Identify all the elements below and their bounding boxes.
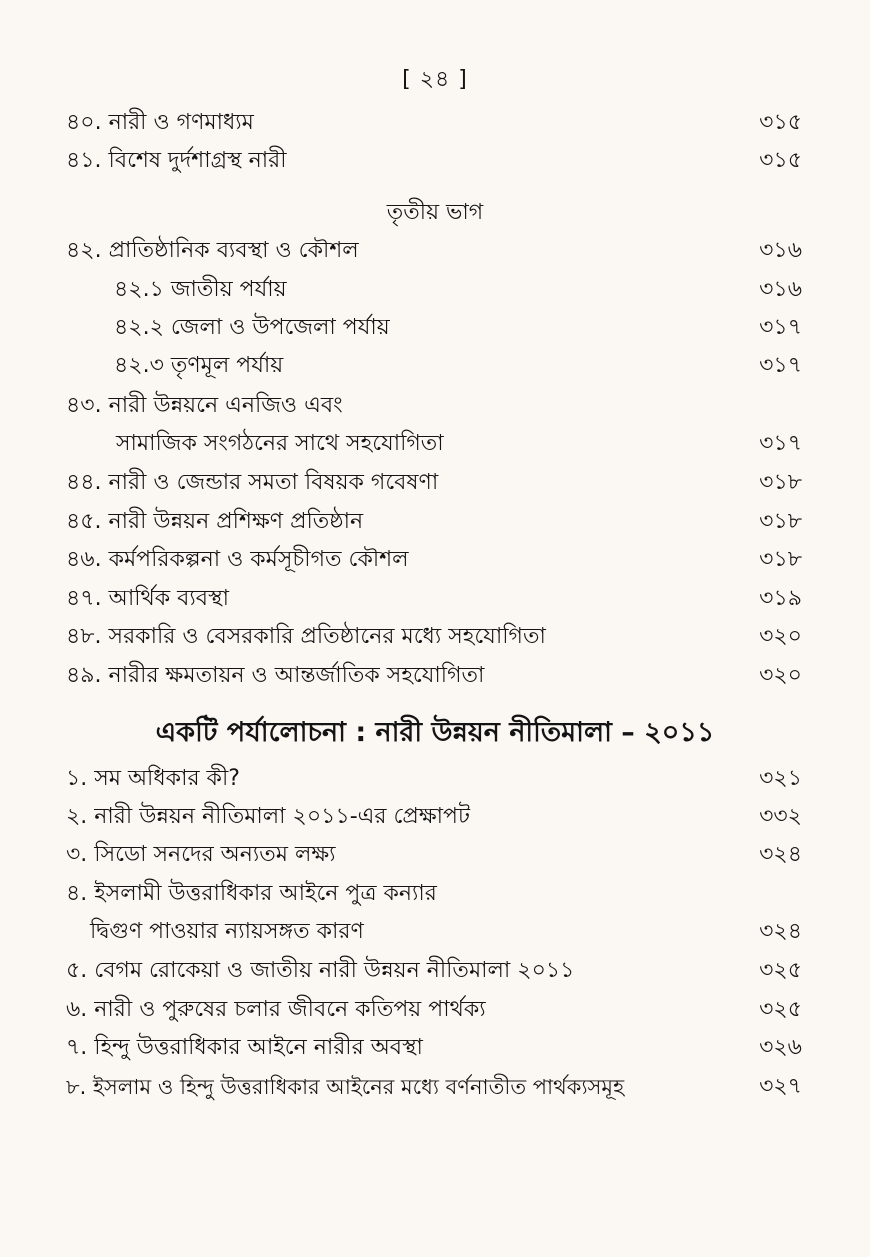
toc-entry [66, 1029, 802, 1067]
toc-entry-page: ৩১৮ [759, 470, 802, 495]
toc-entry-title: ৬. নারী ও পুরুষের চলার জীবনে কতিপয় পার্থক্য [66, 997, 486, 1022]
toc-entry [66, 580, 802, 618]
toc-entry-page: ৩২০ [759, 624, 802, 649]
toc-entry [66, 1068, 802, 1106]
toc-entry-page: ৩১৭ [759, 431, 802, 456]
toc-entry-page: ৩১৯ [759, 586, 802, 611]
toc-subentry [66, 271, 802, 309]
toc-entry-page: ৩১৮ [759, 509, 802, 534]
toc-entry [66, 104, 802, 142]
toc-entry-page: ৩১৭ [759, 315, 802, 340]
toc-entry [66, 875, 802, 913]
toc-entry-title: ৭. হিন্দু উত্তরাধিকার আইনে নারীর অবস্থা [66, 1035, 423, 1060]
toc-entry [66, 541, 802, 579]
review-heading: একটি পর্যালোচনা : নারী উন্নয়ন নীতিমালা – ২০১১ [155, 717, 715, 748]
toc-entry-continuation [66, 913, 802, 951]
toc-entry-title: ৪২.৩ তৃণমূল পর্যায় [114, 353, 284, 378]
toc-entry-page: ৩৩২ [759, 804, 802, 829]
toc-entry-title: ৪৮. সরকারি ও বেসরকারি প্রতিষ্ঠানের মধ্যে সহযোগিতা [66, 624, 546, 649]
toc-entry-title: ৪৪. নারী ও জেন্ডার সমতা বিষয়ক গবেষণা [66, 470, 439, 495]
toc-entry-title: ৮. ইসলাম ও হিন্দু উত্তরাধিকার আইনের মধ্যে বর্ণনাতীত পার্থক্যসমূহ [66, 1075, 625, 1099]
toc-entry-title: ১. সম অধিকার কী? [66, 766, 240, 791]
toc-entry-title: ৪৬. কর্মপরিকল্পনা ও কর্মসূচীগত কৌশল [66, 547, 409, 572]
toc-entry-page: ৩২০ [759, 663, 802, 688]
toc-entry-title: ৪১. বিশেষ দুর্দশাগ্রস্থ নারী [66, 148, 287, 173]
toc-entry-title: ৪৩. নারী উন্নয়নে এনজিও এবং [66, 393, 343, 418]
toc-entry [66, 503, 802, 541]
page-number: [ ২৪ ] [402, 67, 468, 92]
toc-entry-page: ৩১৫ [759, 148, 802, 173]
toc-entry-title: ৪২.১ জাতীয় পর্যায় [114, 277, 287, 302]
toc-entry-title: দ্বিগুণ পাওয়ার ন্যায়সঙ্গত কারণ [90, 919, 364, 944]
toc-entry [66, 798, 802, 836]
toc-entry-page: ৩১৭ [759, 353, 802, 378]
toc-entry [66, 836, 802, 874]
toc-entry-page: ৩১৬ [759, 277, 802, 302]
toc-entry [66, 232, 802, 270]
toc-entry-title: ৪০. নারী ও গণমাধ্যম [66, 110, 254, 135]
toc-entry [66, 387, 802, 425]
toc-entry [66, 464, 802, 502]
toc-entry-title: ৪৫. নারী উন্নয়ন প্রশিক্ষণ প্রতিষ্ঠান [66, 509, 364, 534]
toc-entry-page: ৩২৪ [759, 842, 802, 867]
toc-entry-page: ৩২৫ [759, 997, 802, 1022]
toc-entry [66, 657, 802, 695]
toc-entry-page: ৩১৮ [759, 547, 802, 572]
toc-entry-page: ৩২৬ [759, 1035, 802, 1060]
toc-entry-page: ৩২৫ [759, 958, 802, 983]
toc-entry [66, 618, 802, 656]
toc-entry-title: ২. নারী উন্নয়ন নীতিমালা ২০১১-এর প্রেক্ষাপট [66, 804, 470, 829]
toc-entry [66, 991, 802, 1029]
toc-entry-title: ৪৭. আর্থিক ব্যবস্থা [66, 586, 229, 611]
part-heading: তৃতীয় ভাগ [386, 200, 484, 225]
toc-entry [66, 952, 802, 990]
toc-entry-title: সামাজিক সংগঠনের সাথে সহযোগিতা [116, 431, 444, 456]
toc-entry [66, 760, 802, 798]
toc-entry [66, 142, 802, 180]
toc-entry-title: ৪. ইসলামী উত্তরাধিকার আইনে পুত্র কন্যার [66, 881, 437, 906]
toc-entry-page: ৩২১ [759, 766, 802, 791]
toc-entry-title: ৩. সিডো সনদের অন্যতম লক্ষ্য [66, 842, 336, 867]
toc-entry-title: ৪২. প্রাতিষ্ঠানিক ব্যবস্থা ও কৌশল [66, 238, 359, 263]
toc-entry-title: ৪৯. নারীর ক্ষমতায়ন ও আন্তর্জাতিক সহযোগিতা [66, 663, 485, 688]
toc-entry-page: ৩১৫ [759, 110, 802, 135]
toc-entry-page: ৩২৭ [759, 1074, 802, 1099]
toc-subentry [66, 309, 802, 347]
toc-entry-continuation [66, 425, 802, 463]
toc-entry-title: ৪২.২ জেলা ও উপজেলা পর্যায় [114, 315, 390, 340]
toc-entry-page: ৩১৬ [759, 238, 802, 263]
toc-entry-title: ৫. বেগম রোকেয়া ও জাতীয় নারী উন্নয়ন নীতিমালা ২০১১ [66, 958, 575, 983]
toc-subentry [66, 347, 802, 385]
toc-entry-page: ৩২৪ [759, 919, 802, 944]
